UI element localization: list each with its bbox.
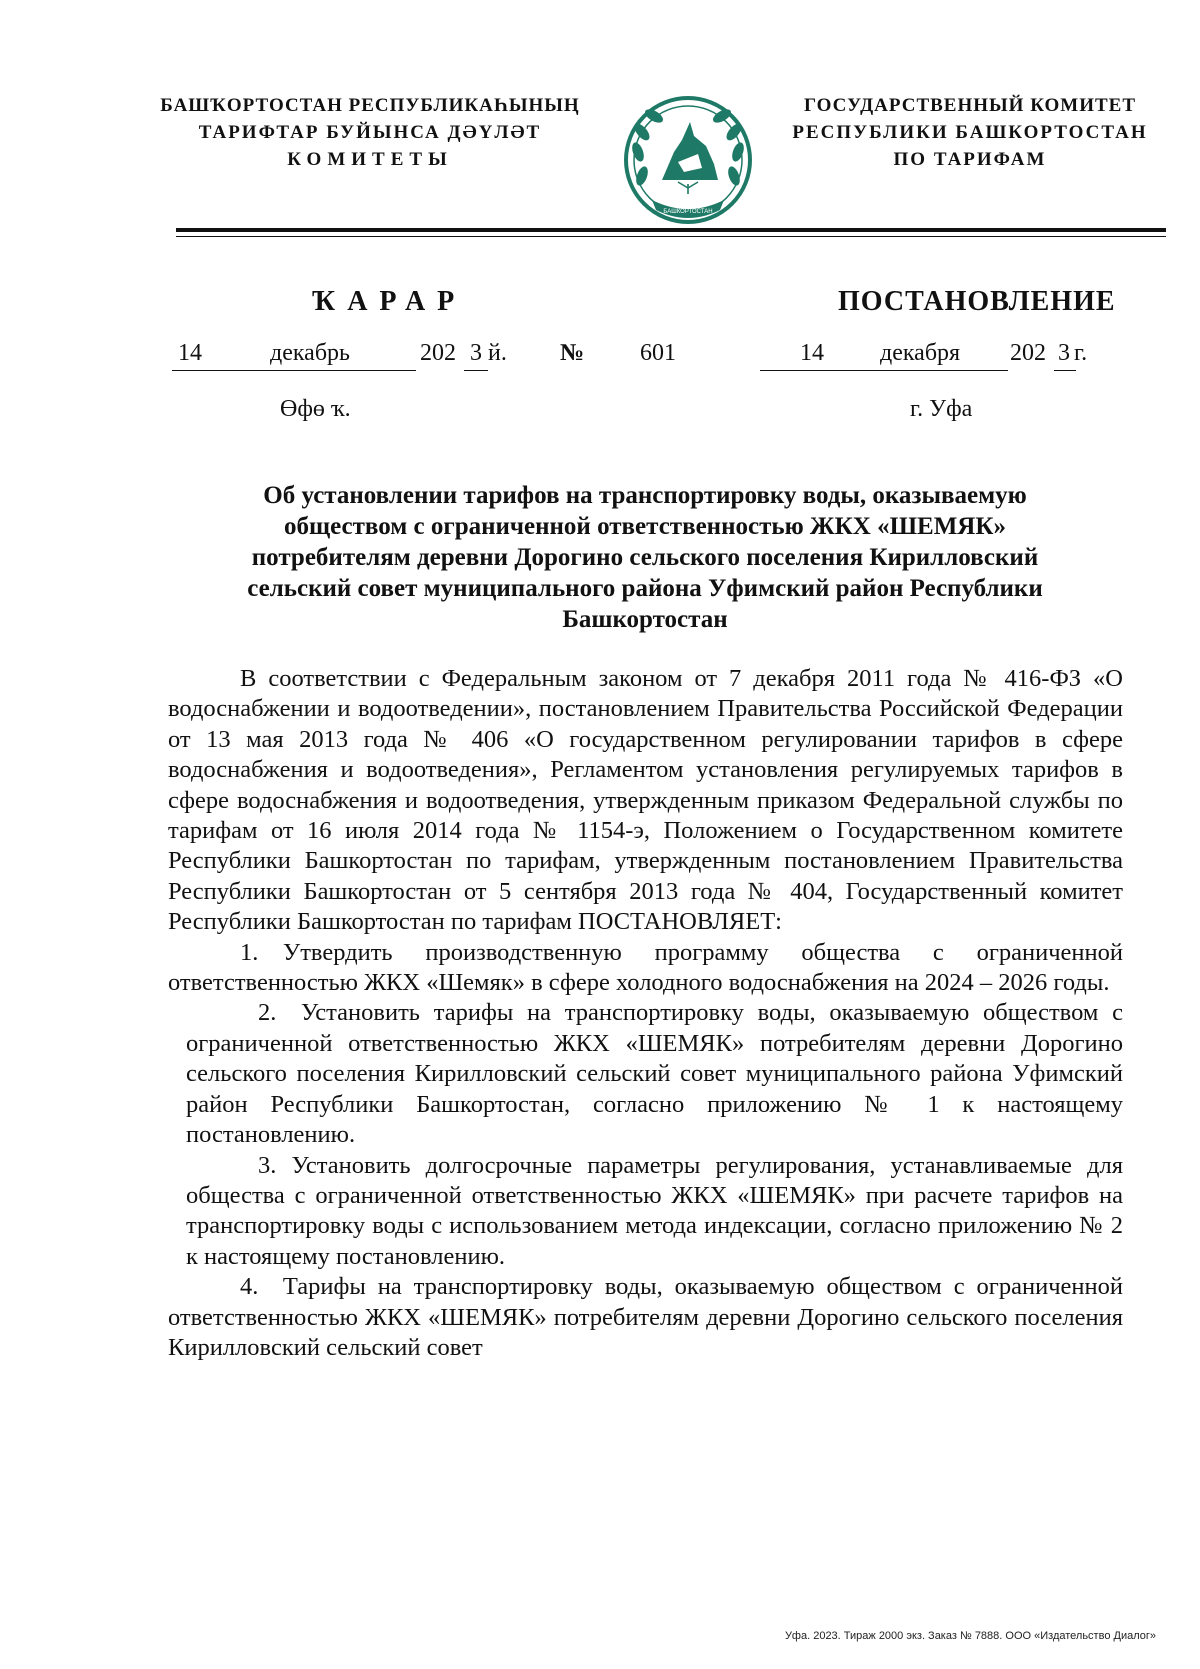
- right-date-day: 14: [800, 340, 824, 366]
- number-sign: №: [560, 340, 585, 366]
- doc-kind-bashkir: ҠАРАР: [312, 286, 467, 317]
- item-1-paragraph: 1. Утвердить производственную программу общества с ограниченной ответственностью ЖКХ «Шемяк» в сфере холодного водоснабжения на 2024 – 2026 годы.: [168, 938, 1123, 997]
- title-line-3: потребителям деревни Дорогино сельского поселения Кирилловский: [251, 544, 1039, 571]
- title-line-2: обществом с ограниченной ответственностью ЖКХ «ШЕМЯК»: [283, 513, 1006, 540]
- document-number: 601: [640, 340, 676, 366]
- header-bashkir: [150, 92, 590, 173]
- item-3-paragraph: 3. Установить долгосрочные параметры регулирования, устанавливаемые для общества с ограниченной ответственностью ЖКХ «ШЕМЯК» при расчете тарифов на транспортировку воды с использованием метода индексации, согласно приложению № 2 к настоящему постановлению.: [186, 1151, 1123, 1270]
- left-date-year-prefix: 202: [420, 340, 456, 366]
- title-line-5: Башкортостан: [562, 606, 728, 633]
- doc-kind-russian: ПОСТАНОВЛЕНИЕ: [838, 286, 1116, 317]
- header-divider-thick: [176, 228, 1166, 232]
- header-russian-line-3: ПО ТАРИФАМ: [893, 149, 1047, 170]
- header-divider-thin: [176, 236, 1166, 237]
- item-4-paragraph: 4. Тарифы на транспортировку воды, оказываемую обществом с ограниченной ответственностью ЖКХ «ШЕМЯК» потребителям деревни Дорогино сельского поселения Кирилловский сельский совет: [168, 1273, 1123, 1361]
- right-date-year-digit: 3: [1058, 340, 1070, 366]
- place-russian: г. Уфа: [910, 396, 973, 422]
- print-footer: Уфа. 2023. Тираж 2000 экз. Заказ № 7888. ООО «Издательство Диалог»: [784, 1630, 1156, 1642]
- emblem-ribbon-text: БАШКОРТОСТАН: [663, 209, 713, 215]
- header-russian: [780, 92, 1160, 173]
- left-date-month: декабрь: [270, 340, 350, 366]
- left-date-year-digit: 3: [470, 340, 482, 366]
- left-date-day: 14: [178, 340, 202, 366]
- header-bashkir-line-3: КОМИТЕТЫ: [287, 149, 453, 170]
- document-body: [168, 664, 1123, 1363]
- header-russian-line-1: ГОСУДАРСТВЕННЫЙ КОМИТЕТ: [803, 95, 1137, 116]
- bashkortostan-emblem-icon: [622, 92, 754, 230]
- header-bashkir-line-1: БАШҠОРТОСТАН РЕСПУБЛИКАҺЫНЫҢ: [160, 95, 580, 116]
- right-date-month: декабря: [880, 340, 961, 366]
- header-bashkir-line-2: ТАРИФТАР БУЙЫНСА ДӘҮЛӘТ: [198, 122, 542, 143]
- left-date-year-suffix: й.: [488, 340, 507, 366]
- title-line-4: сельский совет муниципального района Уфимский район Республики: [247, 575, 1043, 602]
- preamble-paragraph: В соответствии с Федеральным законом от 7 декабря 2011 года № 416-ФЗ «О водоснабжении и водоотведении», постановлением Правительства Российской Федерации от 13 мая 2013 года № 406 «О государственном регулировании тарифов в сфере водоснабжения и водоотведения», Регламентом установления регулируемых тарифов в сфере водоснабжения и водоотведения, утвержденным приказом Федеральной службы по тарифам от 16 июля 2014 года № 1154-э, Положением о Государственном комитете Республики Башкортостан по тарифам, утвержденным постановлением Правительства Республики Башкортостан от 5 сентября 2013 года № 404, Государственный комитет Республики Башкортостан по тарифам ПОСТАНОВЛЯЕТ:: [168, 665, 1123, 936]
- document-title: [175, 480, 1115, 635]
- title-line-1: Об установлении тарифов на транспортировку воды, оказываемую: [263, 482, 1027, 509]
- item-2-paragraph: 2. Установить тарифы на транспортировку воды, оказываемую обществом с ограниченной ответственностью ЖКХ «ШЕМЯК» потребителям деревни Дорогино сельского поселения Кирилловский сельский совет муниципального района Уфимский район Республики Башкортостан, согласно приложению № 1 к настоящему постановлению.: [186, 999, 1123, 1149]
- right-date-year-suffix: г.: [1074, 340, 1088, 366]
- right-date-year-prefix: 202: [1010, 340, 1046, 366]
- place-bashkir: Өфө ҡ.: [280, 396, 351, 422]
- header-russian-line-2: РЕСПУБЛИКИ БАШКОРТОСТАН: [792, 122, 1148, 143]
- date-line: [0, 340, 1200, 372]
